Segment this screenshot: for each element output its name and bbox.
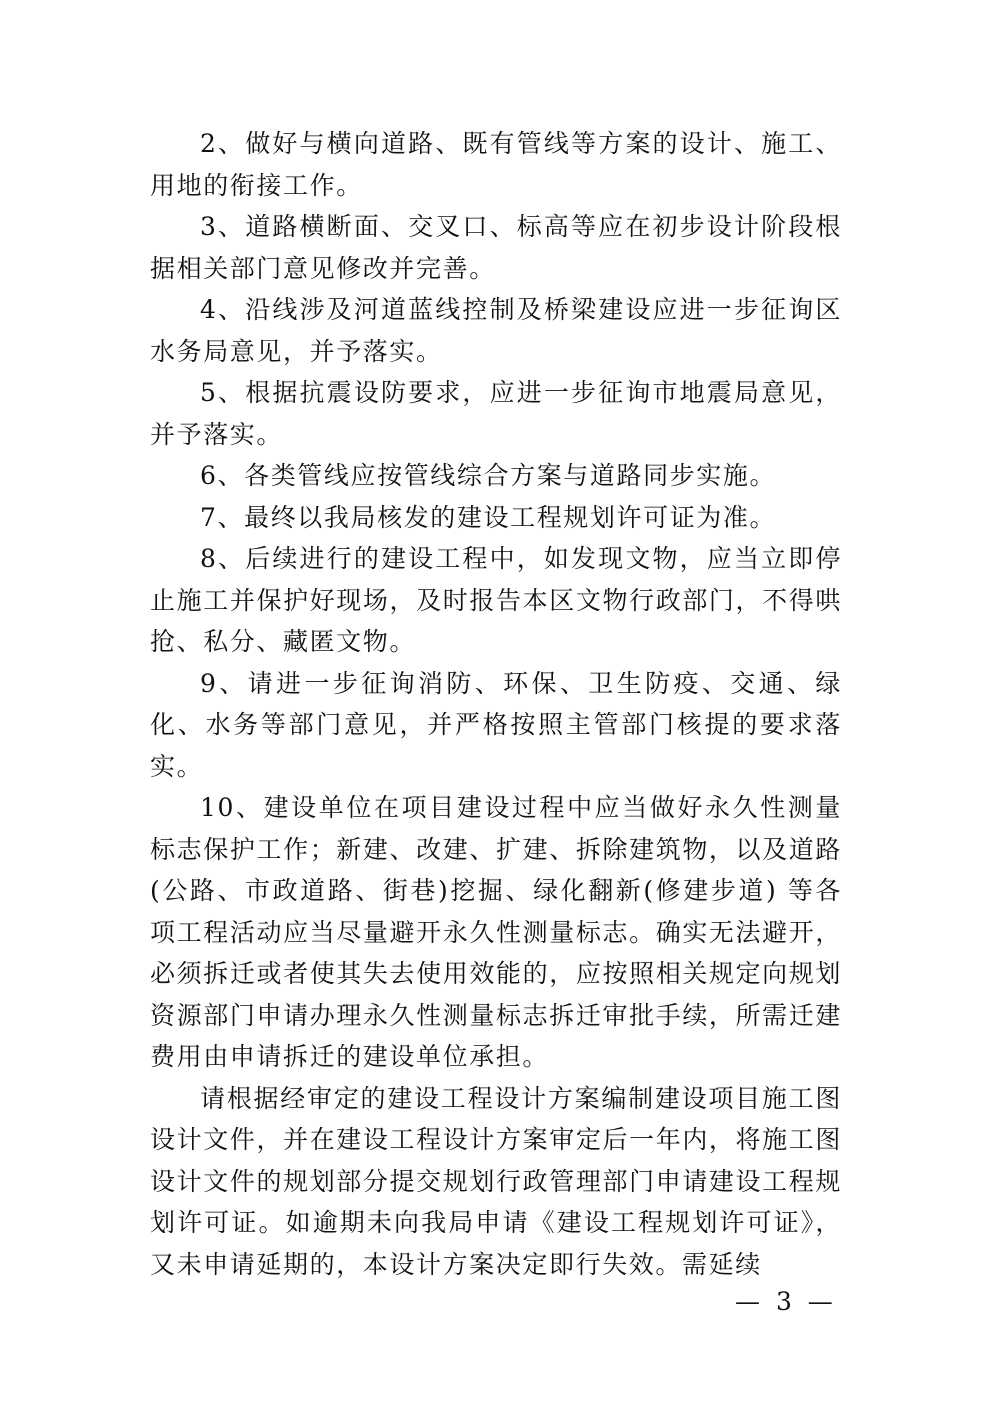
paragraph-item-3: 3、道路横断面、交叉口、标高等应在初步设计阶段根据相关部门意见修改并完善。 — [150, 212, 842, 283]
paragraph-item-5: 5、根据抗震设防要求，应进一步征询市地震局意见，并予落实。 — [150, 378, 842, 449]
paragraph-closing: 请根据经审定的建设工程设计方案编制建设项目施工图设计文件，并在建设工程设计方案审定后一年内，将施工图设计文件的规划部分提交规划行政管理部门申请建设工程规划许可证。如逾期未向我局申请《建设工程规划许可证》，又未申请延期的，本设计方案决定即行失效。需延续 — [150, 1083, 842, 1279]
document-body — [150, 123, 842, 1285]
paragraph-item-7: 7、最终以我局核发的建设工程规划许可证为准。 — [200, 502, 777, 532]
paragraph-item-9: 9、请进一步征询消防、环保、卫生防疫、交通、绿化、水务等部门意见，并严格按照主管部门核提的要求落实。 — [150, 668, 842, 781]
paragraph-item-8: 8、后续进行的建设工程中，如发现文物，应当立即停止施工并保护好现场，及时报告本区文物行政部门，不得哄抢、私分、藏匿文物。 — [150, 544, 842, 656]
paragraph-item-10: 10、建设单位在项目建设过程中应当做好永久性测量标志保护工作；新建、改建、扩建、拆除建筑物，以及道路(公路、市政道路、街巷)挖掘、绿化翻新(修建步道) 等各项工程活动应当尽量避开永久性测量标志。确实无法避开，必须拆迁或者使其失去使用效能的，应按照相关规定向规划资源部门申请办理永久性测量标志拆迁审批手续，所需迁建费用由申请拆迁的建设单位承担。 — [150, 793, 842, 1071]
page-number: — 3 — — [735, 1287, 837, 1316]
paragraph-item-6: 6、各类管线应按管线综合方案与道路同步实施。 — [200, 461, 777, 490]
paragraph-item-2: 2、做好与横向道路、既有管线等方案的设计、施工、用地的衔接工作。 — [150, 129, 842, 200]
paragraph-item-4: 4、沿线涉及河道蓝线控制及桥梁建设应进一步征询区水务局意见，并予落实。 — [150, 295, 842, 366]
